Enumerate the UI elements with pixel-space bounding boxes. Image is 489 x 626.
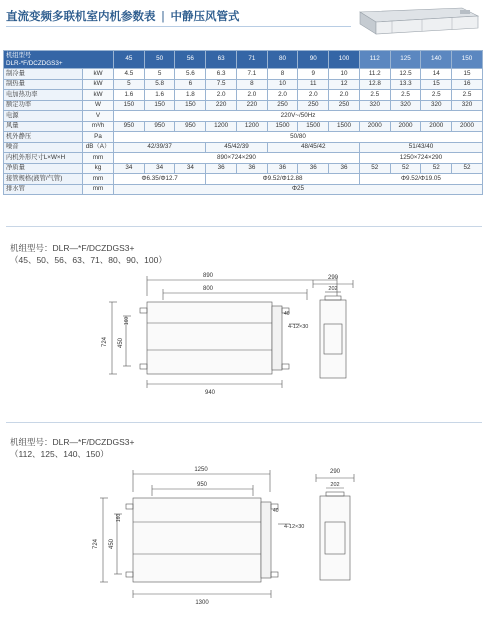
dim-bottom: 1300 xyxy=(195,600,209,606)
row-label: 制热量 xyxy=(4,79,83,90)
dim-small: 160 xyxy=(124,316,130,326)
table-cell: 950 xyxy=(144,121,175,132)
dim-mid: 450 xyxy=(109,538,115,550)
table-cell: 1500 xyxy=(267,121,298,132)
table-cell: 890×724×290 xyxy=(114,153,360,164)
subtitle-text: 中静压风管式 xyxy=(170,11,240,23)
table-cell: 8 xyxy=(267,69,298,80)
dim-height: 724 xyxy=(93,538,99,550)
table-row xyxy=(4,132,483,143)
table-cell: 6 xyxy=(175,79,206,90)
table-cell: 5.6 xyxy=(175,69,206,80)
table-cell: 36 xyxy=(206,163,237,174)
dim-side-inner: 202 xyxy=(330,482,340,488)
table-cell: 220V~/50Hz xyxy=(114,111,483,122)
table-cell: 50/80 xyxy=(114,132,483,143)
row-unit: m³/h xyxy=(83,121,114,132)
col-header: 90 xyxy=(298,51,329,69)
table-cell: 52 xyxy=(421,163,452,174)
col-header: 45 xyxy=(114,51,145,69)
table-cell: 2.0 xyxy=(298,90,329,101)
table-cell: 34 xyxy=(175,163,206,174)
table-cell: Φ9.52/Φ12.88 xyxy=(206,174,360,185)
row-unit: mm xyxy=(83,184,114,195)
table-row xyxy=(4,153,483,164)
dim-side-small: 40 xyxy=(273,508,279,514)
table-cell: 11 xyxy=(298,79,329,90)
product-image xyxy=(352,4,482,38)
col-header: 150 xyxy=(452,51,483,69)
row-unit: mm xyxy=(83,174,114,185)
col-header: 63 xyxy=(206,51,237,69)
row-unit: kW xyxy=(83,90,114,101)
table-cell: 1500 xyxy=(298,121,329,132)
col-header: 80 xyxy=(267,51,298,69)
table-cell: 2.5 xyxy=(359,90,390,101)
table-cell: 2.0 xyxy=(236,90,267,101)
table-cell: 950 xyxy=(114,121,145,132)
table-row xyxy=(4,111,483,122)
table-cell: 320 xyxy=(390,100,421,111)
row-label: 电源 xyxy=(4,111,83,122)
row-unit: V xyxy=(83,111,114,122)
table-cell: 1.8 xyxy=(175,90,206,101)
table-cell: 7.1 xyxy=(236,69,267,80)
table-body xyxy=(4,69,483,195)
table-cell: 2000 xyxy=(359,121,390,132)
col-header: 71 xyxy=(236,51,267,69)
title-separator: | xyxy=(161,11,165,23)
table-cell: 52 xyxy=(452,163,483,174)
diagram1-caption xyxy=(10,242,167,266)
dim-mid: 450 xyxy=(118,337,124,349)
diagram2-sizes: （112、125、140、150） xyxy=(10,449,109,459)
model-header: 机组型号 DLR-*F/DCZDGS3+ xyxy=(4,51,114,69)
table-cell: 150 xyxy=(144,100,175,111)
table-row xyxy=(4,79,483,90)
table-header-row xyxy=(4,51,483,69)
table-cell: 5.8 xyxy=(144,79,175,90)
table-cell: 15 xyxy=(452,69,483,80)
table-cell: 1500 xyxy=(329,121,360,132)
dim-side-small: 40 xyxy=(284,311,290,317)
dim-inner: 950 xyxy=(196,482,208,488)
table-cell: 8 xyxy=(236,79,267,90)
table-cell: 34 xyxy=(114,163,145,174)
table-cell: 320 xyxy=(421,100,452,111)
table-cell: 36 xyxy=(298,163,329,174)
table-cell: 6.3 xyxy=(206,69,237,80)
row-label: 内机外形尺寸L×W×H xyxy=(4,153,83,164)
table-cell: 12.5 xyxy=(390,69,421,80)
table-cell: 51/43/40 xyxy=(359,142,482,153)
table-cell: Φ25 xyxy=(114,184,483,195)
table-row xyxy=(4,69,483,80)
table-cell: 320 xyxy=(359,100,390,111)
spec-table xyxy=(3,50,483,195)
table-row xyxy=(4,184,483,195)
table-row xyxy=(4,174,483,185)
table-cell: 2.0 xyxy=(329,90,360,101)
table-cell: 10 xyxy=(329,69,360,80)
table-cell: 250 xyxy=(329,100,360,111)
table-cell: 250 xyxy=(267,100,298,111)
table-cell: 950 xyxy=(175,121,206,132)
table-cell: 13.3 xyxy=(390,79,421,90)
page-header xyxy=(0,0,489,40)
table-cell: 2000 xyxy=(390,121,421,132)
table-cell: 52 xyxy=(359,163,390,174)
dim-overall: 1250 xyxy=(194,467,208,473)
row-unit: W xyxy=(83,100,114,111)
row-unit: Pa xyxy=(83,132,114,143)
table-row xyxy=(4,100,483,111)
table-cell: 150 xyxy=(175,100,206,111)
diagram1-drawing xyxy=(0,266,489,416)
table-cell: 220 xyxy=(236,100,267,111)
table-row xyxy=(4,121,483,132)
table-cell: 320 xyxy=(452,100,483,111)
diagram1-model: 机组型号：DLR—*F/DCZDGS3+ xyxy=(10,243,135,253)
table-cell: Φ9.52/Φ19.05 xyxy=(359,174,482,185)
diagram2-caption xyxy=(10,436,134,460)
table-cell: 1250×724×290 xyxy=(359,153,482,164)
table-cell: 150 xyxy=(114,100,145,111)
row-label: 制冷量 xyxy=(4,69,83,80)
row-label: 净质量 xyxy=(4,163,83,174)
dim-holes: 4-12×30 xyxy=(288,324,309,330)
col-header: 56 xyxy=(175,51,206,69)
page-title xyxy=(6,8,240,24)
table-cell: 45/42/39 xyxy=(206,142,267,153)
table-cell: 42/39/37 xyxy=(114,142,206,153)
table-cell: 220 xyxy=(206,100,237,111)
diagram1-sizes: （45、50、56、63、71、80、90、100） xyxy=(10,255,167,265)
row-label: 电加热功率 xyxy=(4,90,83,101)
dim-small: 160 xyxy=(116,513,122,523)
col-header: 50 xyxy=(144,51,175,69)
col-header: 140 xyxy=(421,51,452,69)
diagram2-drawing xyxy=(0,462,489,612)
table-cell: 5 xyxy=(144,69,175,80)
dim-overall: 890 xyxy=(202,273,214,279)
dim-inner: 800 xyxy=(202,286,214,292)
table-cell: 11.2 xyxy=(359,69,390,80)
table-cell: 14 xyxy=(421,69,452,80)
table-cell: 250 xyxy=(298,100,329,111)
table-cell: 10 xyxy=(267,79,298,90)
row-unit: kW xyxy=(83,79,114,90)
diagram2-model: 机组型号：DLR—*F/DCZDGS3+ xyxy=(10,437,135,447)
table-row xyxy=(4,163,483,174)
row-unit: kg xyxy=(83,163,114,174)
table-cell: 2.5 xyxy=(421,90,452,101)
dim-side-width: 290 xyxy=(329,469,341,475)
title-text: 直流变频多联机室内机参数表 xyxy=(6,11,156,23)
dim-bottom: 940 xyxy=(204,390,216,396)
row-label: 排水管 xyxy=(4,184,83,195)
table-cell: 1200 xyxy=(236,121,267,132)
col-header: 100 xyxy=(329,51,360,69)
table-row xyxy=(4,90,483,101)
table-cell: 36 xyxy=(236,163,267,174)
table-cell: Φ6.35/Φ12.7 xyxy=(114,174,206,185)
dim-side-width: 290 xyxy=(327,275,339,281)
row-unit: dB（A） xyxy=(83,142,114,153)
dim-height: 724 xyxy=(102,336,108,348)
table-cell: 15 xyxy=(421,79,452,90)
table-cell: 2.5 xyxy=(452,90,483,101)
row-label: 噪音 xyxy=(4,142,83,153)
row-label: 风量 xyxy=(4,121,83,132)
table-cell: 36 xyxy=(329,163,360,174)
table-cell: 36 xyxy=(267,163,298,174)
row-label: 额定功率 xyxy=(4,100,83,111)
col-header: 112 xyxy=(359,51,390,69)
table-cell: 52 xyxy=(390,163,421,174)
col-header: 125 xyxy=(390,51,421,69)
row-label: 接管规格(液管/气管) xyxy=(4,174,83,185)
table-cell: 2.0 xyxy=(206,90,237,101)
table-cell: 9 xyxy=(298,69,329,80)
table-cell: 48/45/42 xyxy=(267,142,359,153)
section-divider xyxy=(6,226,482,227)
table-cell: 2000 xyxy=(421,121,452,132)
table-cell: 34 xyxy=(144,163,175,174)
table-row xyxy=(4,142,483,153)
table-cell: 2.0 xyxy=(267,90,298,101)
table-cell: 1.6 xyxy=(114,90,145,101)
table-cell: 1200 xyxy=(206,121,237,132)
row-label: 机外静压 xyxy=(4,132,83,143)
dim-holes: 4-12×30 xyxy=(284,524,305,530)
table-cell: 2000 xyxy=(452,121,483,132)
table-cell: 12.8 xyxy=(359,79,390,90)
table-cell: 1.6 xyxy=(144,90,175,101)
row-unit: kW xyxy=(83,69,114,80)
table-cell: 4.5 xyxy=(114,69,145,80)
table-cell: 2.5 xyxy=(390,90,421,101)
table-cell: 12 xyxy=(329,79,360,90)
dim-side-inner: 202 xyxy=(328,286,338,292)
table-cell: 16 xyxy=(452,79,483,90)
section-divider xyxy=(6,422,482,423)
table-cell: 7.5 xyxy=(206,79,237,90)
header-rule xyxy=(6,26,351,27)
table-cell: 5 xyxy=(114,79,145,90)
row-unit: mm xyxy=(83,153,114,164)
